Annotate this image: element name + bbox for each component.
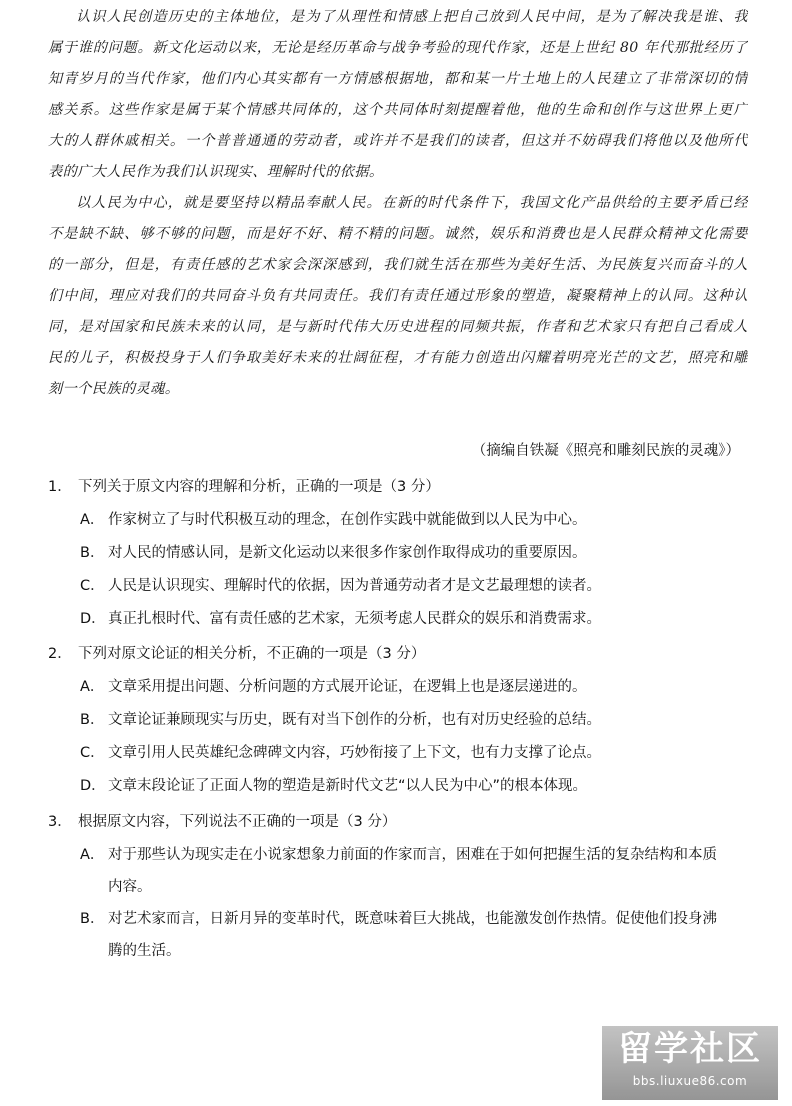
passage-line: 刻一个民族的灵魂。 [48, 381, 180, 397]
option-d[interactable] [48, 603, 758, 636]
option-letter: A． [80, 847, 105, 863]
option-a[interactable] [48, 671, 758, 704]
passage-line: 知青岁月的当代作家，他们内心其实都有一方情感根据地，都和某一片土地上的人民建立了非常深切的情 [48, 71, 748, 87]
option-a[interactable] [48, 504, 758, 537]
question-stem [48, 638, 758, 671]
option-text-continued: 腾的生活。 [108, 943, 181, 959]
option-letter: D． [80, 611, 106, 627]
question-2 [48, 638, 758, 803]
option-text: 真正扎根时代、富有责任感的艺术家，无须考虑人民群众的娱乐和消费需求。 [108, 611, 601, 627]
option-d[interactable] [48, 770, 758, 803]
passage-line: 属于谁的问题。新文化运动以来，无论是经历革命与战争考验的现代作家，还是上世纪 80 年代那批经历了 [48, 40, 748, 56]
option-letter: B． [80, 712, 105, 728]
question-number: 3． [48, 814, 72, 830]
question-stem [48, 806, 758, 839]
passage-line: 大的人群休戚相关。一个普普通通的劳动者，或许并不是我们的读者，但这并不妨碍我们将他以及他所代 [48, 133, 748, 149]
passage-line: 以人民为中心，就是要坚持以精品奉献人民。在新的时代条件下，我国文化产品供给的主要矛盾已经 [76, 195, 748, 211]
question-3 [48, 806, 758, 967]
passage-line: 不是缺不缺、够不够的问题，而是好不好、精不精的问题。诚然，娱乐和消费也是人民群众精神文化需要 [48, 226, 748, 242]
option-letter: C． [80, 578, 105, 594]
site-watermark [602, 1026, 778, 1100]
option-b[interactable] [48, 903, 758, 967]
option-text: 文章末段论证了正面人物的塑造是新时代文艺“以人民为中心”的根本体现。 [108, 778, 588, 794]
watermark-url: bbs.liuxue86.com [632, 1074, 748, 1088]
option-letter: A． [80, 512, 105, 528]
option-text: 文章采用提出问题、分析问题的方式展开论证，在逻辑上也是逐层递进的。 [108, 679, 587, 695]
option-b[interactable] [48, 537, 758, 570]
passage-line: 感关系。这些作家是属于某个情感共同体的，这个共同体时刻提醒着他，他的生命和创作与这世界上更广 [48, 102, 748, 118]
passage-line: 同，是对国家和民族未来的认同，是与新时代伟大历史进程的同频共振，作者和艺术家只有把自己看成人 [48, 319, 748, 335]
option-text: 文章论证兼顾现实与历史，既有对当下创作的分析，也有对历史经验的总结。 [108, 712, 601, 728]
question-text: 下列关于原文内容的理解和分析，正确的一项是（3 分） [78, 479, 440, 495]
question-1 [48, 471, 758, 636]
option-letter: B． [80, 545, 105, 561]
question-text: 根据原文内容，下列说法不正确的一项是（3 分） [78, 814, 397, 830]
option-letter: B． [80, 911, 105, 927]
option-text: 人民是认识现实、理解时代的依据，因为普通劳动者才是文艺最理想的读者。 [108, 578, 601, 594]
question-text: 下列对原文论证的相关分析，不正确的一项是（3 分） [78, 646, 426, 662]
passage-line: 表的广大人民作为我们认识现实、理解时代的依据。 [48, 164, 384, 180]
option-c[interactable] [48, 570, 758, 603]
question-stem [48, 471, 758, 504]
option-letter: C． [80, 745, 105, 761]
option-text: 文章引用人民英雄纪念碑碑文内容，巧妙衔接了上下文，也有力支撑了论点。 [108, 745, 601, 761]
option-text-continued: 内容。 [108, 879, 152, 895]
option-a[interactable] [48, 839, 758, 903]
reading-passage [48, 2, 748, 405]
question-number: 2． [48, 646, 72, 662]
option-text: 对艺术家而言，日新月异的变革时代，既意味着巨大挑战，也能激发创作热情。促使他们投身沸 [108, 911, 717, 927]
option-text: 对于那些认为现实走在小说家想象力前面的作家而言，困难在于如何把握生活的复杂结构和本质 [108, 847, 717, 863]
option-b[interactable] [48, 704, 758, 737]
passage-line: 的一部分，但是，有责任感的艺术家会深深感到，我们就生活在那些为美好生活、为民族复兴而奋斗的人 [48, 257, 748, 273]
option-text: 对人民的情感认同，是新文化运动以来很多作家创作取得成功的重要原因。 [108, 545, 587, 561]
option-text: 作家树立了与时代积极互动的理念，在创作实践中就能做到以人民为中心。 [108, 512, 587, 528]
passage-line: 认识人民创造历史的主体地位，是为了从理性和情感上把自己放到人民中间，是为了解决我是谁、我 [76, 9, 748, 25]
passage-source: （摘编自铁凝《照亮和雕刻民族的灵魂》） [471, 443, 740, 459]
question-number: 1． [48, 479, 72, 495]
option-letter: D． [80, 778, 106, 794]
passage-line: 们中间，理应对我们的共同奋斗负有共同责任。我们有责任通过形象的塑造，凝聚精神上的认同。这种认 [48, 288, 748, 304]
option-letter: A． [80, 679, 105, 695]
passage-line: 民的儿子，积极投身于人们争取美好未来的壮阔征程，才有能力创造出闪耀着明亮光芒的文艺，照亮和雕 [48, 350, 748, 366]
option-c[interactable] [48, 737, 758, 770]
watermark-title: 留学社区 [618, 1029, 762, 1069]
